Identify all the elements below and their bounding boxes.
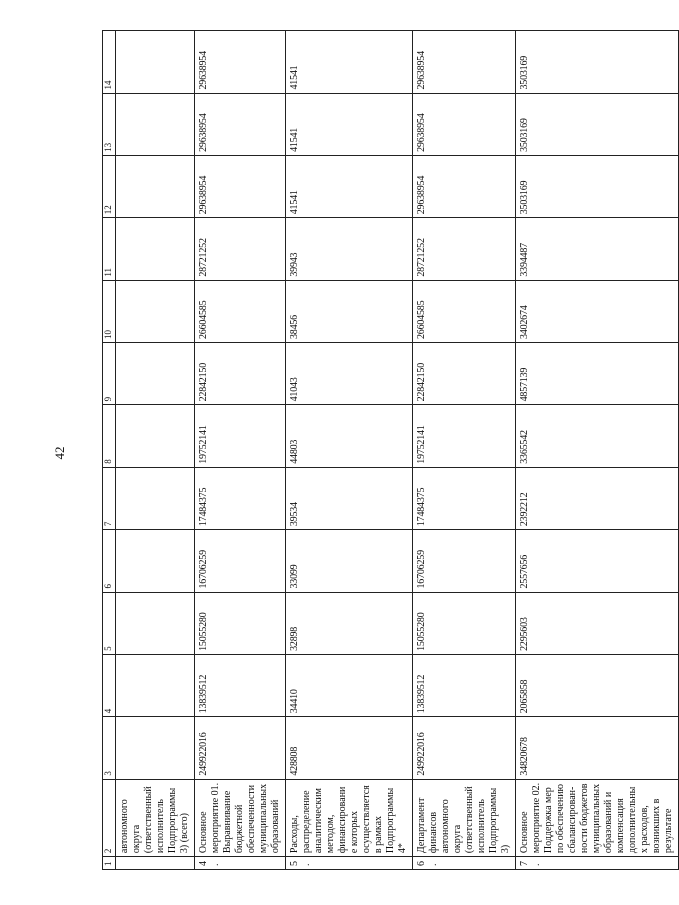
value-cell: 29638954 <box>413 31 516 94</box>
value-cell: 34410 <box>286 654 413 716</box>
value-cell: 39534 <box>286 467 413 529</box>
table-row <box>516 31 679 870</box>
row-name-cell: Расходы, распределение аналитическим методом, финансирование которых осуществляется в рамках Подпрограммы 4* <box>286 779 413 856</box>
row-name-cell: Основное мероприятие 01. Выравнивание бюджетной обеспеченности муниципальных образований <box>195 779 286 856</box>
header-cell: 14 <box>103 31 116 94</box>
value-cell: 19752141 <box>195 405 286 467</box>
table-row <box>116 31 195 870</box>
value-cell: 22842150 <box>413 343 516 405</box>
value-cell: 41043 <box>286 343 413 405</box>
value-cell <box>116 530 195 592</box>
value-cell: 41541 <box>286 93 413 155</box>
row-name-cell: автономного округа (ответственный исполнитель Подпрограммы 3) (всего) <box>116 779 195 856</box>
row-number-cell: 6. <box>413 857 516 870</box>
value-cell: 3402674 <box>516 280 679 342</box>
value-cell: 249922016 <box>195 717 286 779</box>
value-cell: 19752141 <box>413 405 516 467</box>
table-row <box>195 31 286 870</box>
value-cell: 2065858 <box>516 654 679 716</box>
value-cell: 34820678 <box>516 717 679 779</box>
value-cell: 2557656 <box>516 530 679 592</box>
value-cell: 29638954 <box>195 93 286 155</box>
value-cell: 29638954 <box>195 31 286 94</box>
value-cell: 3365542 <box>516 405 679 467</box>
value-cell: 17484375 <box>195 467 286 529</box>
row-name-cell: Департамент финансов автономного округа (ответственный исполнитель Подпрограммы 3) <box>413 779 516 856</box>
page-number: 42 <box>52 446 67 460</box>
value-cell: 17484375 <box>413 467 516 529</box>
value-cell <box>116 467 195 529</box>
value-cell: 3394487 <box>516 218 679 280</box>
value-cell: 15055280 <box>195 592 286 654</box>
value-cell: 41541 <box>286 31 413 94</box>
header-cell: 6 <box>103 530 116 592</box>
value-cell: 15055280 <box>413 592 516 654</box>
value-cell: 39943 <box>286 218 413 280</box>
value-cell: 26604585 <box>195 280 286 342</box>
header-cell: 7 <box>103 467 116 529</box>
value-cell: 44803 <box>286 405 413 467</box>
header-cell: 3 <box>103 717 116 779</box>
table-header-row <box>103 31 116 870</box>
value-cell <box>116 654 195 716</box>
value-cell: 428808 <box>286 717 413 779</box>
value-cell <box>116 218 195 280</box>
value-cell <box>116 592 195 654</box>
value-cell: 2392212 <box>516 467 679 529</box>
header-cell: 13 <box>103 93 116 155</box>
header-cell: 4 <box>103 654 116 716</box>
value-cell: 3503169 <box>516 93 679 155</box>
header-cell: 11 <box>103 218 116 280</box>
value-cell: 2295603 <box>516 592 679 654</box>
header-cell: 12 <box>103 155 116 217</box>
value-cell: 33099 <box>286 530 413 592</box>
value-cell: 29638954 <box>413 155 516 217</box>
value-cell: 26604585 <box>413 280 516 342</box>
value-cell: 29638954 <box>195 155 286 217</box>
row-name-cell: Основное мероприятие 02. Поддержка мер по обеспечению сбалансирован-ности бюджетов муниципальных образований и компенсация дополнительных расходов, возникших в результате <box>516 779 679 856</box>
header-cell: 8 <box>103 405 116 467</box>
header-cell: 1 <box>103 857 116 870</box>
value-cell: 4857139 <box>516 343 679 405</box>
row-number-cell <box>116 857 195 870</box>
table-row <box>286 31 413 870</box>
value-cell: 38456 <box>286 280 413 342</box>
value-cell: 3503169 <box>516 155 679 217</box>
header-cell: 5 <box>103 592 116 654</box>
header-cell: 10 <box>103 280 116 342</box>
value-cell <box>116 155 195 217</box>
value-cell: 3503169 <box>516 31 679 94</box>
value-cell <box>116 405 195 467</box>
value-cell <box>116 31 195 94</box>
value-cell: 13839512 <box>413 654 516 716</box>
header-cell: 9 <box>103 343 116 405</box>
value-cell: 32898 <box>286 592 413 654</box>
value-cell: 13839512 <box>195 654 286 716</box>
header-cell: 2 <box>103 779 116 856</box>
row-number-cell: 5. <box>286 857 413 870</box>
budget-table <box>102 30 679 870</box>
value-cell <box>116 280 195 342</box>
value-cell: 41541 <box>286 155 413 217</box>
table-row <box>413 31 516 870</box>
value-cell: 22842150 <box>195 343 286 405</box>
value-cell: 16706259 <box>195 530 286 592</box>
value-cell: 249922016 <box>413 717 516 779</box>
value-cell: 16706259 <box>413 530 516 592</box>
row-number-cell: 4. <box>195 857 286 870</box>
value-cell <box>116 717 195 779</box>
value-cell: 29638954 <box>413 93 516 155</box>
value-cell: 28721252 <box>413 218 516 280</box>
row-number-cell: 7. <box>516 857 679 870</box>
value-cell <box>116 93 195 155</box>
value-cell: 28721252 <box>195 218 286 280</box>
value-cell <box>116 343 195 405</box>
rotated-table-container <box>102 30 674 870</box>
